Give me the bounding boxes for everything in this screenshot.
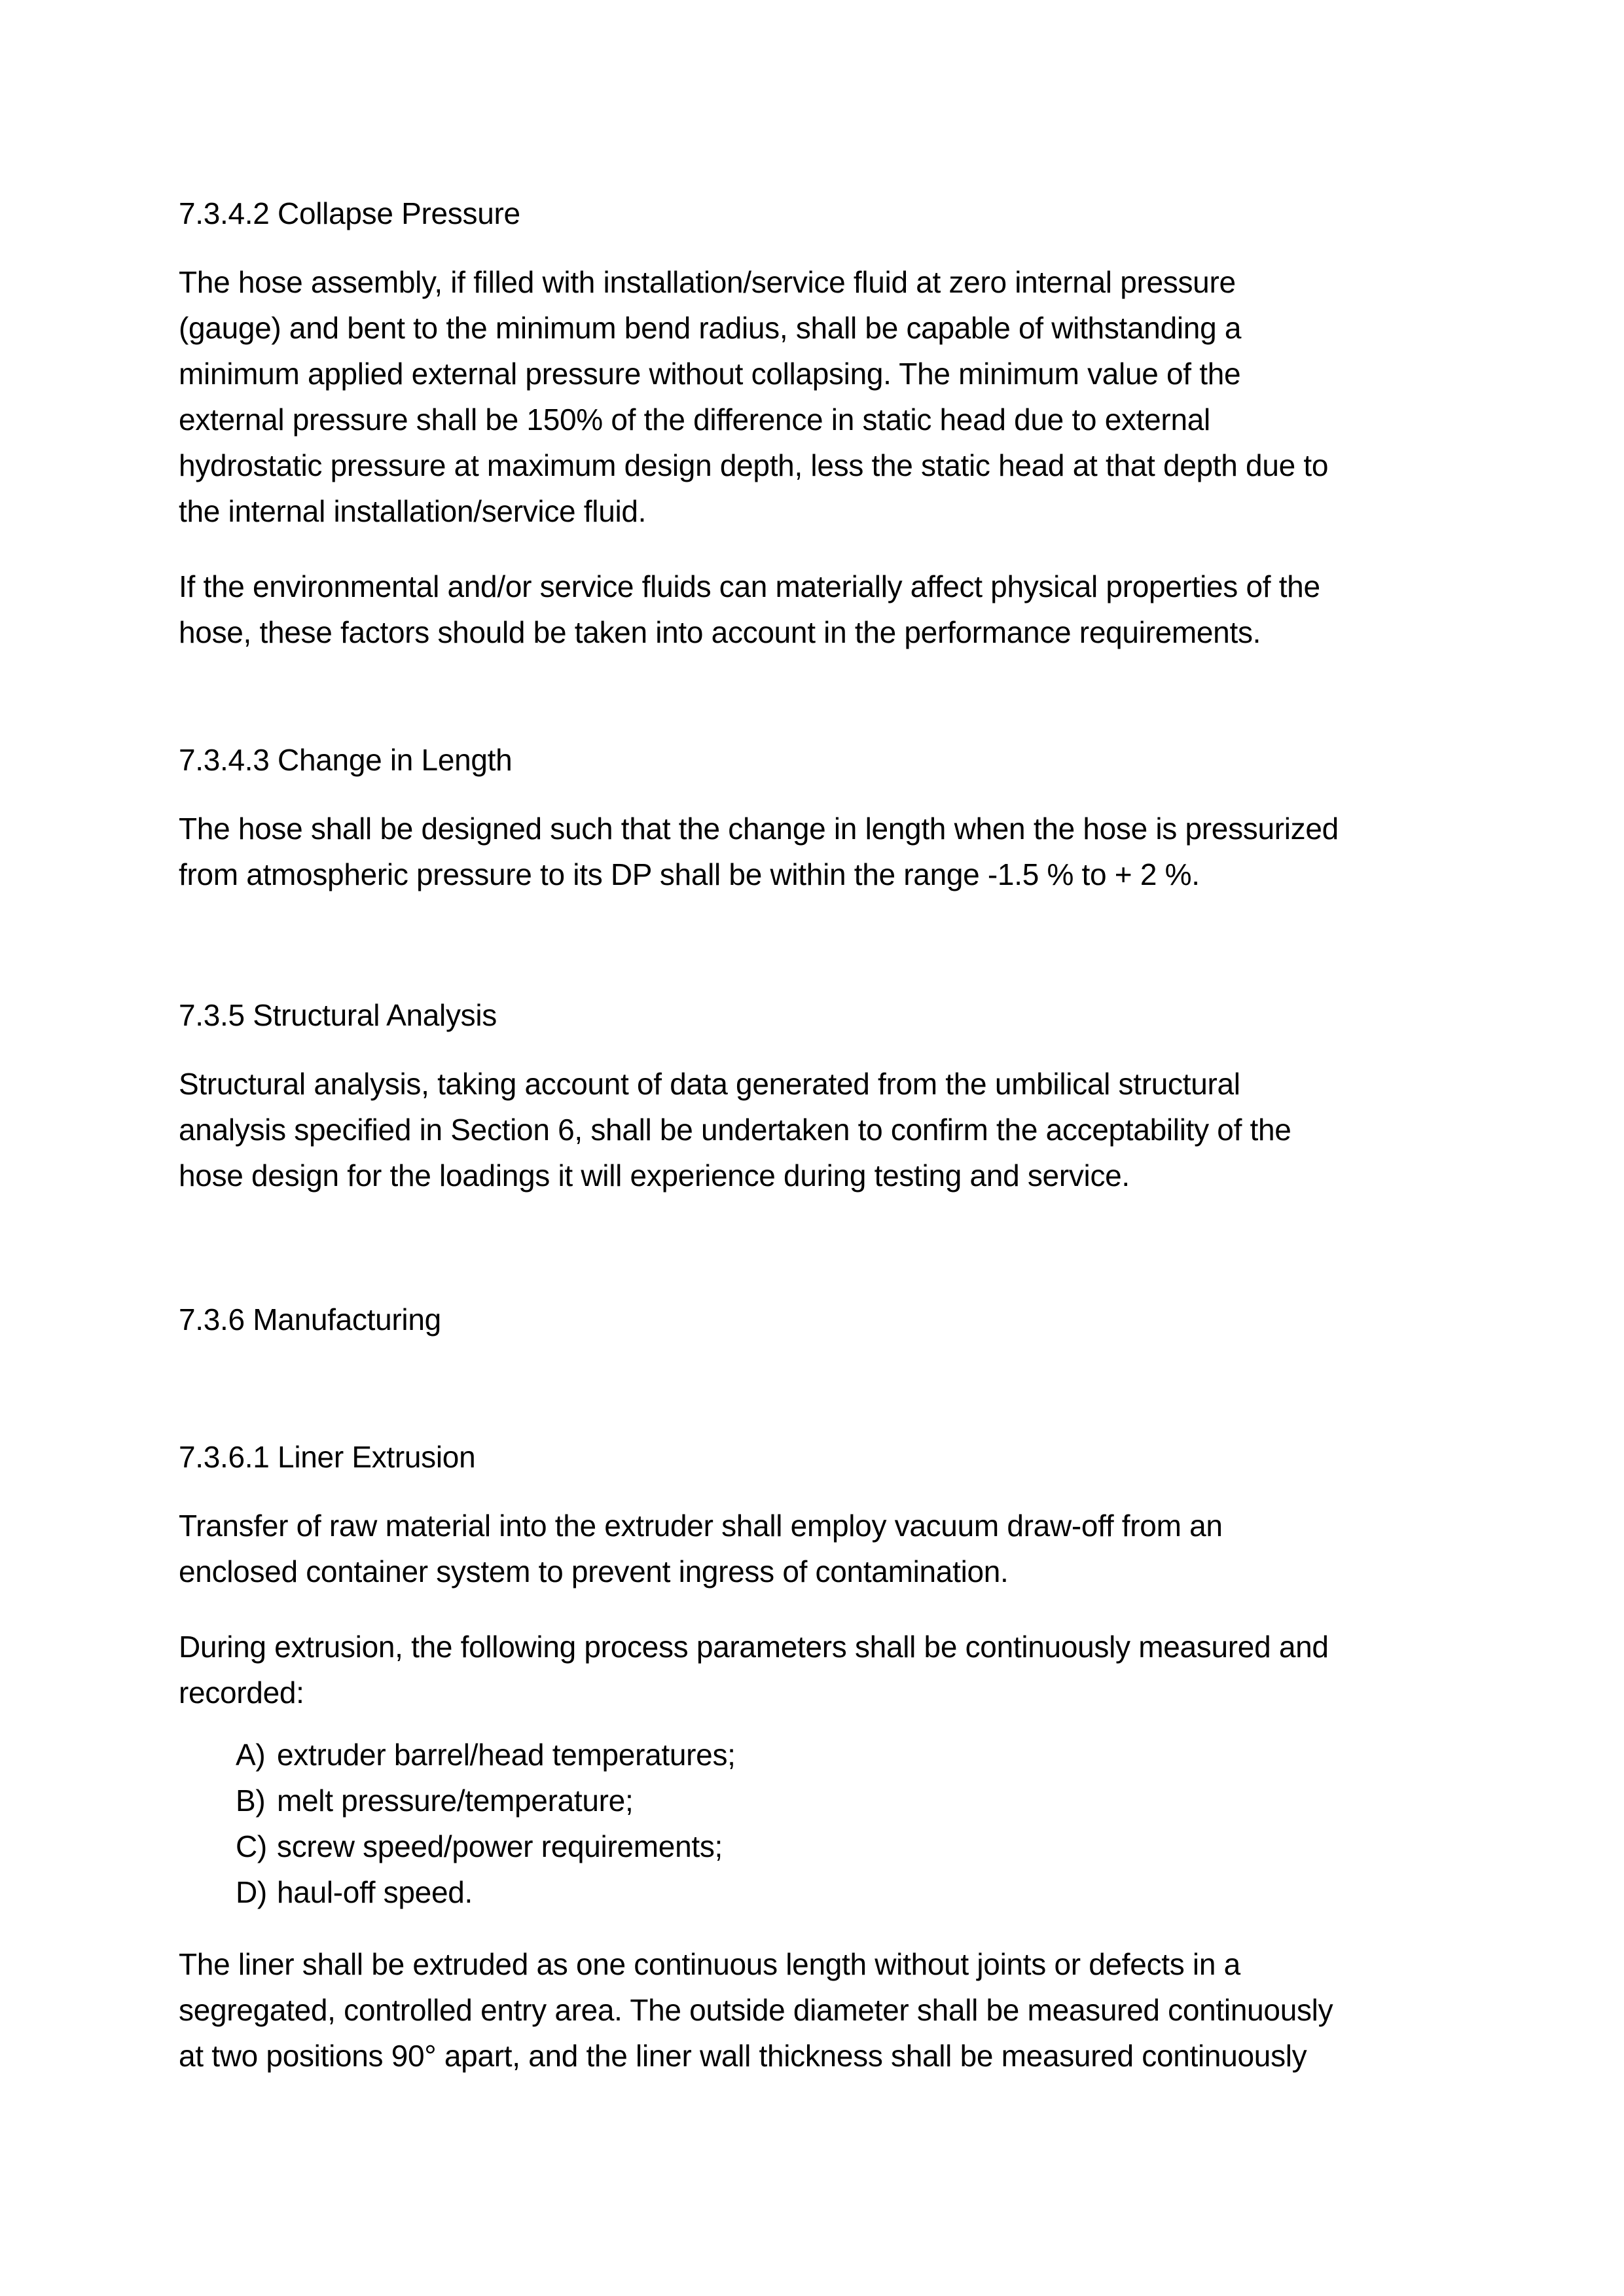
paragraph-line: the internal installation/service fluid. <box>179 494 647 528</box>
paragraph-line: During extrusion, the following process parameters shall be continuously measured and <box>179 1630 1329 1664</box>
page-content <box>179 190 1445 2079</box>
paragraph-structural-analysis <box>179 1061 1445 1198</box>
paragraph-liner-extruded <box>179 1941 1445 2079</box>
paragraph-line: hose, these factors should be taken into account in the performance requirements. <box>179 615 1261 649</box>
section-heading-change-in-length: 7.3.4.3 Change in Length <box>179 743 513 777</box>
section-heading-collapse-pressure: 7.3.4.2 Collapse Pressure <box>179 196 520 230</box>
paragraph-line: recorded: <box>179 1676 304 1710</box>
list-item-text: screw speed/power requirements; <box>277 1829 723 1863</box>
paragraph-line: If the environmental and/or service fluids can materially affect physical properties of the <box>179 569 1320 603</box>
list-item-text: haul-off speed. <box>277 1875 473 1909</box>
paragraph-line: Transfer of raw material into the extruder shall employ vacuum draw-off from an <box>179 1509 1223 1543</box>
paragraph-line: minimum applied external pressure without collapsing. The minimum value of the <box>179 357 1241 391</box>
paragraph-during-extrusion <box>179 1624 1445 1715</box>
list-marker: B) <box>236 1784 266 1818</box>
paragraph-environmental-fluids <box>179 564 1445 655</box>
paragraph-change-in-length <box>179 806 1445 897</box>
list-item-haul-off-speed <box>236 1869 1445 1915</box>
list-item-screw-speed <box>236 1823 1445 1869</box>
list-marker: A) <box>236 1738 266 1772</box>
section-heading-structural-analysis: 7.3.5 Structural Analysis <box>179 998 497 1032</box>
paragraph-line: external pressure shall be 150% of the difference in static head due to external <box>179 403 1210 437</box>
process-parameters-list <box>179 1732 1445 1915</box>
paragraph-line: The hose assembly, if filled with installation/service fluid at zero internal pressure <box>179 265 1236 299</box>
paragraph-line: enclosed container system to prevent ingress of contamination. <box>179 1554 1009 1588</box>
paragraph-line: The hose shall be designed such that the change in length when the hose is pressurized <box>179 812 1339 846</box>
paragraph-line: hydrostatic pressure at maximum design depth, less the static head at that depth due to <box>179 448 1329 482</box>
paragraph-raw-material-transfer <box>179 1503 1445 1594</box>
paragraph-line: hose design for the loadings it will experience during testing and service. <box>179 1158 1130 1193</box>
section-heading-liner-extrusion: 7.3.6.1 Liner Extrusion <box>179 1440 476 1474</box>
list-marker: C) <box>236 1829 267 1863</box>
paragraph-line: Structural analysis, taking account of data generated from the umbilical structural <box>179 1067 1240 1101</box>
list-marker: D) <box>236 1875 267 1909</box>
list-item-text: melt pressure/temperature; <box>277 1784 634 1818</box>
paragraph-line: (gauge) and bent to the minimum bend radius, shall be capable of withstanding a <box>179 311 1242 345</box>
paragraph-collapse-pressure-1 <box>179 259 1445 534</box>
paragraph-line: analysis specified in Section 6, shall be undertaken to confirm the acceptability of the <box>179 1113 1291 1147</box>
paragraph-line: at two positions 90° apart, and the liner wall thickness shall be measured continuously <box>179 2039 1307 2073</box>
list-item-text: extruder barrel/head temperatures; <box>277 1738 736 1772</box>
list-item-melt-pressure <box>236 1778 1445 1823</box>
paragraph-line: segregated, controlled entry area. The outside diameter shall be measured continuously <box>179 1993 1333 2027</box>
section-heading-manufacturing: 7.3.6 Manufacturing <box>179 1302 441 1336</box>
paragraph-line: from atmospheric pressure to its DP shall be within the range -1.5 % to + 2 %. <box>179 857 1200 891</box>
paragraph-line: The liner shall be extruded as one continuous length without joints or defects in a <box>179 1947 1240 1981</box>
list-item-extruder-temperatures <box>236 1732 1445 1778</box>
